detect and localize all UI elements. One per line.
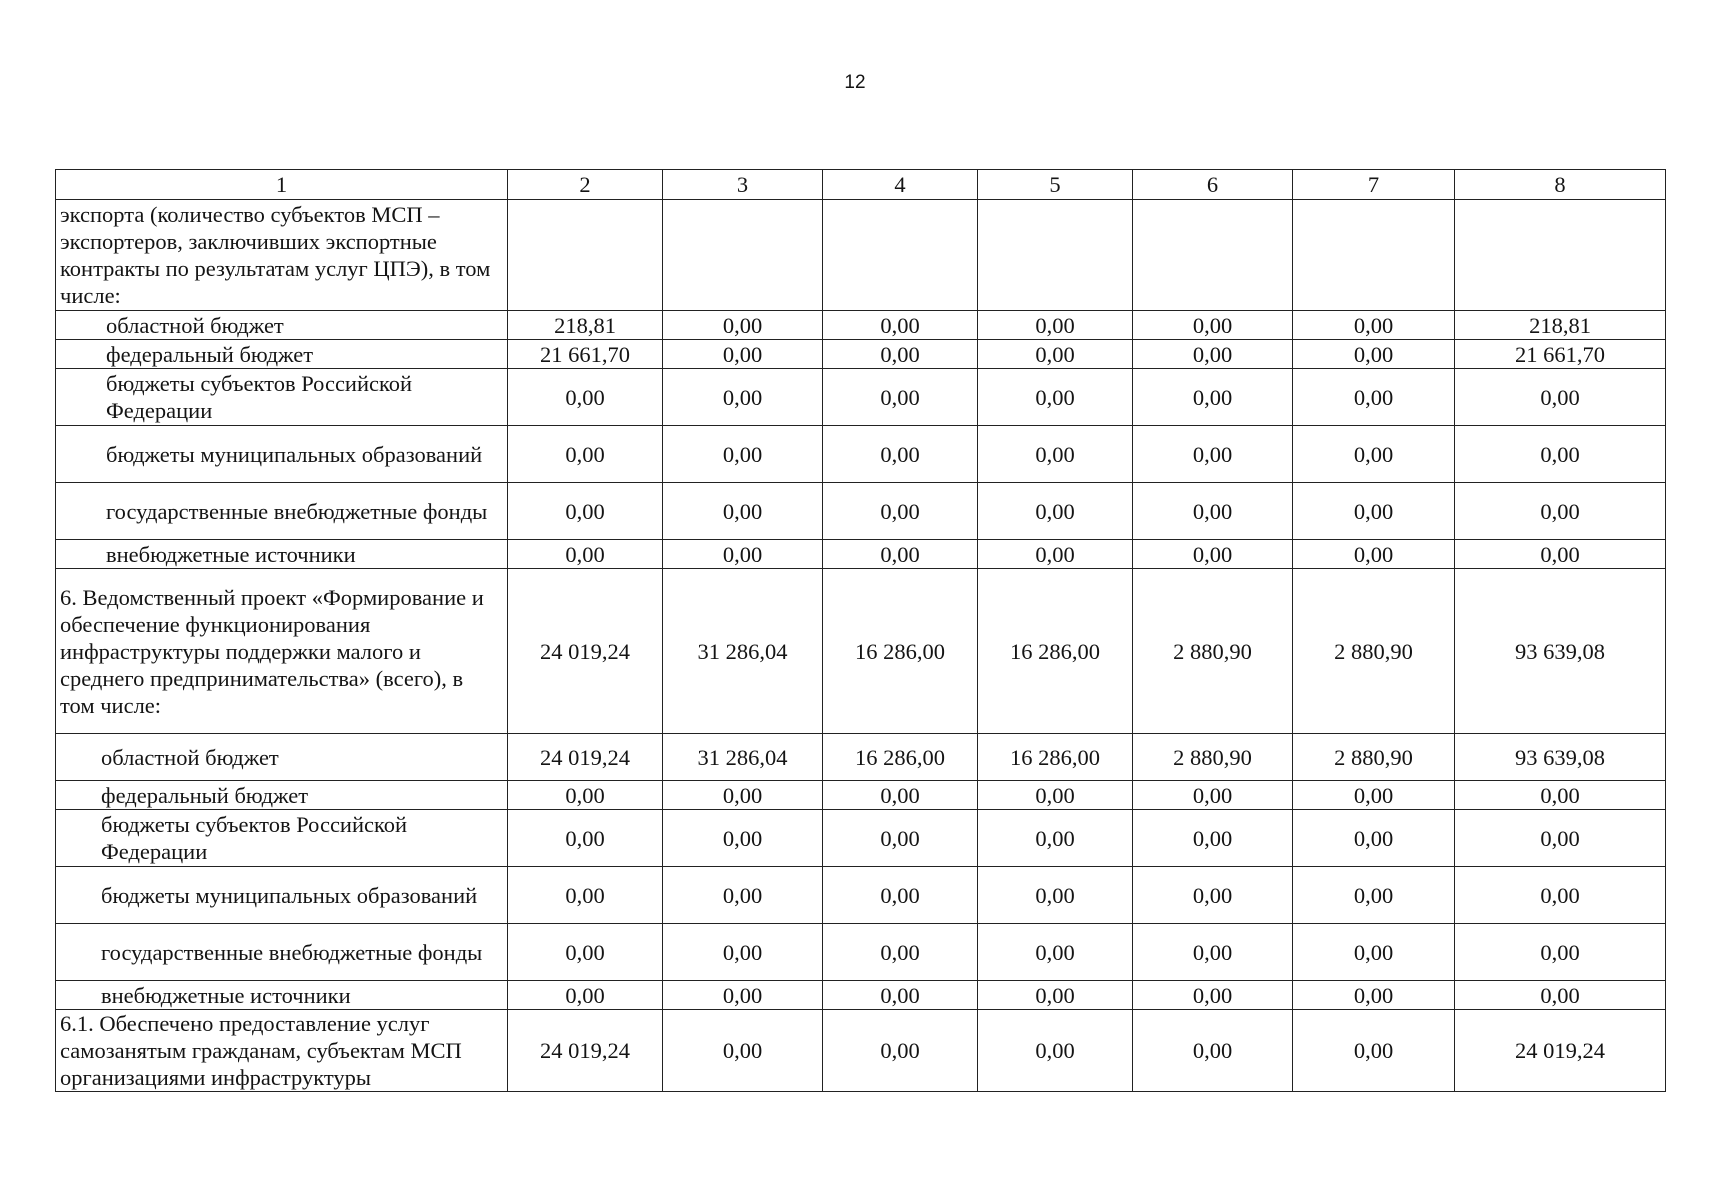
row-label: внебюджетные источники — [56, 540, 508, 569]
cell-value: 0,00 — [663, 340, 823, 369]
cell-value: 0,00 — [1455, 781, 1666, 810]
cell-value: 0,00 — [1293, 426, 1455, 483]
cell-value: 0,00 — [663, 810, 823, 867]
cell-value: 31 286,04 — [663, 734, 823, 781]
cell-value: 0,00 — [663, 1010, 823, 1092]
cell-value: 0,00 — [1293, 540, 1455, 569]
table-row — [56, 981, 1666, 1010]
table-row — [56, 340, 1666, 369]
cell-value: 24 019,24 — [508, 569, 663, 734]
cell-value: 0,00 — [978, 810, 1133, 867]
cell-value: 0,00 — [823, 1010, 978, 1092]
row-label: государственные внебюджетные фонды — [56, 483, 508, 540]
cell-value: 0,00 — [1455, 810, 1666, 867]
cell-value: 0,00 — [1133, 781, 1293, 810]
cell-value: 24 019,24 — [508, 1010, 663, 1092]
column-header: 3 — [663, 170, 823, 200]
row-label: 6.1. Обеспечено предоставление услуг самозанятым гражданам, субъектам МСП организациями инфраструктуры — [56, 1010, 508, 1092]
cell-value: 16 286,00 — [978, 569, 1133, 734]
cell-value: 218,81 — [508, 311, 663, 340]
page-number: 12 — [844, 72, 866, 93]
cell-value: 0,00 — [1133, 1010, 1293, 1092]
table-row — [56, 734, 1666, 781]
cell-value: 0,00 — [823, 924, 978, 981]
cell-value: 0,00 — [1293, 483, 1455, 540]
cell-value: 0,00 — [1293, 867, 1455, 924]
column-header: 7 — [1293, 170, 1455, 200]
cell-value: 0,00 — [508, 781, 663, 810]
cell-value: 0,00 — [508, 540, 663, 569]
cell-value: 0,00 — [1133, 924, 1293, 981]
table-row — [56, 200, 1666, 311]
cell-value: 0,00 — [978, 924, 1133, 981]
cell-value: 16 286,00 — [823, 569, 978, 734]
cell-value: 0,00 — [978, 426, 1133, 483]
cell-value: 0,00 — [663, 426, 823, 483]
row-label: бюджеты субъектов Российской Федерации — [56, 369, 508, 426]
row-label: бюджеты муниципальных образований — [56, 426, 508, 483]
table-row — [56, 311, 1666, 340]
column-header: 8 — [1455, 170, 1666, 200]
cell-value — [1293, 200, 1455, 311]
table-row — [56, 1010, 1666, 1092]
cell-value: 0,00 — [823, 483, 978, 540]
cell-value: 0,00 — [508, 426, 663, 483]
cell-value: 0,00 — [978, 781, 1133, 810]
cell-value: 0,00 — [508, 924, 663, 981]
cell-value: 0,00 — [1455, 369, 1666, 426]
cell-value: 0,00 — [663, 369, 823, 426]
cell-value: 0,00 — [1133, 981, 1293, 1010]
cell-value: 0,00 — [508, 981, 663, 1010]
cell-value: 0,00 — [663, 781, 823, 810]
cell-value: 21 661,70 — [1455, 340, 1666, 369]
column-header: 2 — [508, 170, 663, 200]
row-label: государственные внебюджетные фонды — [56, 924, 508, 981]
cell-value: 0,00 — [508, 369, 663, 426]
column-header: 5 — [978, 170, 1133, 200]
cell-value: 0,00 — [663, 540, 823, 569]
cell-value: 0,00 — [1133, 340, 1293, 369]
cell-value: 16 286,00 — [978, 734, 1133, 781]
cell-value: 0,00 — [978, 369, 1133, 426]
cell-value: 21 661,70 — [508, 340, 663, 369]
cell-value — [663, 200, 823, 311]
cell-value: 0,00 — [1293, 781, 1455, 810]
cell-value: 0,00 — [1293, 369, 1455, 426]
cell-value: 0,00 — [1455, 867, 1666, 924]
table-header-row — [56, 170, 1666, 200]
cell-value: 0,00 — [508, 483, 663, 540]
cell-value — [1455, 200, 1666, 311]
cell-value: 0,00 — [1293, 311, 1455, 340]
row-label: федеральный бюджет — [56, 340, 508, 369]
cell-value: 0,00 — [978, 311, 1133, 340]
row-label: бюджеты субъектов Российской Федерации — [56, 810, 508, 867]
cell-value: 0,00 — [823, 311, 978, 340]
cell-value — [1133, 200, 1293, 311]
table-row — [56, 540, 1666, 569]
cell-value: 0,00 — [1133, 540, 1293, 569]
cell-value: 0,00 — [1455, 540, 1666, 569]
cell-value: 0,00 — [978, 340, 1133, 369]
row-label: 6. Ведомственный проект «Формирование и обеспечение функционирования инфраструктуры поддержки малого и среднего предпринимательства» (всего), в том числе: — [56, 569, 508, 734]
cell-value: 93 639,08 — [1455, 569, 1666, 734]
cell-value: 2 880,90 — [1133, 734, 1293, 781]
column-header: 1 — [56, 170, 508, 200]
cell-value: 0,00 — [1133, 867, 1293, 924]
cell-value: 2 880,90 — [1293, 734, 1455, 781]
cell-value: 2 880,90 — [1133, 569, 1293, 734]
row-label: федеральный бюджет — [56, 781, 508, 810]
cell-value: 0,00 — [1293, 924, 1455, 981]
cell-value: 0,00 — [823, 426, 978, 483]
cell-value: 0,00 — [823, 340, 978, 369]
cell-value: 93 639,08 — [1455, 734, 1666, 781]
cell-value: 218,81 — [1455, 311, 1666, 340]
cell-value: 0,00 — [663, 483, 823, 540]
budget-table — [55, 169, 1666, 1092]
cell-value: 24 019,24 — [1455, 1010, 1666, 1092]
cell-value: 0,00 — [823, 810, 978, 867]
cell-value: 0,00 — [508, 867, 663, 924]
cell-value — [508, 200, 663, 311]
cell-value: 0,00 — [978, 540, 1133, 569]
cell-value: 31 286,04 — [663, 569, 823, 734]
cell-value: 24 019,24 — [508, 734, 663, 781]
row-label: внебюджетные источники — [56, 981, 508, 1010]
cell-value — [978, 200, 1133, 311]
cell-value: 0,00 — [1293, 810, 1455, 867]
row-label: областной бюджет — [56, 311, 508, 340]
cell-value: 0,00 — [508, 810, 663, 867]
row-label: областной бюджет — [56, 734, 508, 781]
cell-value: 0,00 — [1133, 369, 1293, 426]
cell-value: 0,00 — [823, 981, 978, 1010]
cell-value: 0,00 — [663, 867, 823, 924]
cell-value — [823, 200, 978, 311]
table-row — [56, 867, 1666, 924]
cell-value: 0,00 — [663, 924, 823, 981]
cell-value: 0,00 — [1455, 483, 1666, 540]
cell-value: 0,00 — [1455, 426, 1666, 483]
table-row — [56, 810, 1666, 867]
cell-value: 0,00 — [1133, 810, 1293, 867]
cell-value: 0,00 — [1293, 340, 1455, 369]
column-header: 6 — [1133, 170, 1293, 200]
cell-value: 16 286,00 — [823, 734, 978, 781]
cell-value: 0,00 — [978, 483, 1133, 540]
cell-value: 0,00 — [823, 867, 978, 924]
cell-value: 0,00 — [978, 1010, 1133, 1092]
cell-value: 0,00 — [978, 981, 1133, 1010]
cell-value: 0,00 — [1133, 426, 1293, 483]
table-row — [56, 569, 1666, 734]
cell-value: 0,00 — [1293, 981, 1455, 1010]
table-row — [56, 924, 1666, 981]
cell-value: 0,00 — [1133, 483, 1293, 540]
row-label: бюджеты муниципальных образований — [56, 867, 508, 924]
cell-value: 2 880,90 — [1293, 569, 1455, 734]
cell-value: 0,00 — [1455, 924, 1666, 981]
cell-value: 0,00 — [978, 867, 1133, 924]
table-row — [56, 781, 1666, 810]
cell-value: 0,00 — [1293, 1010, 1455, 1092]
row-label: экспорта (количество субъектов МСП – экспортеров, заключивших экспортные контракты по результатам услуг ЦПЭ), в том числе: — [56, 200, 508, 311]
cell-value: 0,00 — [823, 369, 978, 426]
table-row — [56, 483, 1666, 540]
cell-value: 0,00 — [823, 540, 978, 569]
table-row — [56, 369, 1666, 426]
cell-value: 0,00 — [663, 981, 823, 1010]
cell-value: 0,00 — [663, 311, 823, 340]
cell-value: 0,00 — [1133, 311, 1293, 340]
table-row — [56, 426, 1666, 483]
cell-value: 0,00 — [1455, 981, 1666, 1010]
column-header: 4 — [823, 170, 978, 200]
cell-value: 0,00 — [823, 781, 978, 810]
